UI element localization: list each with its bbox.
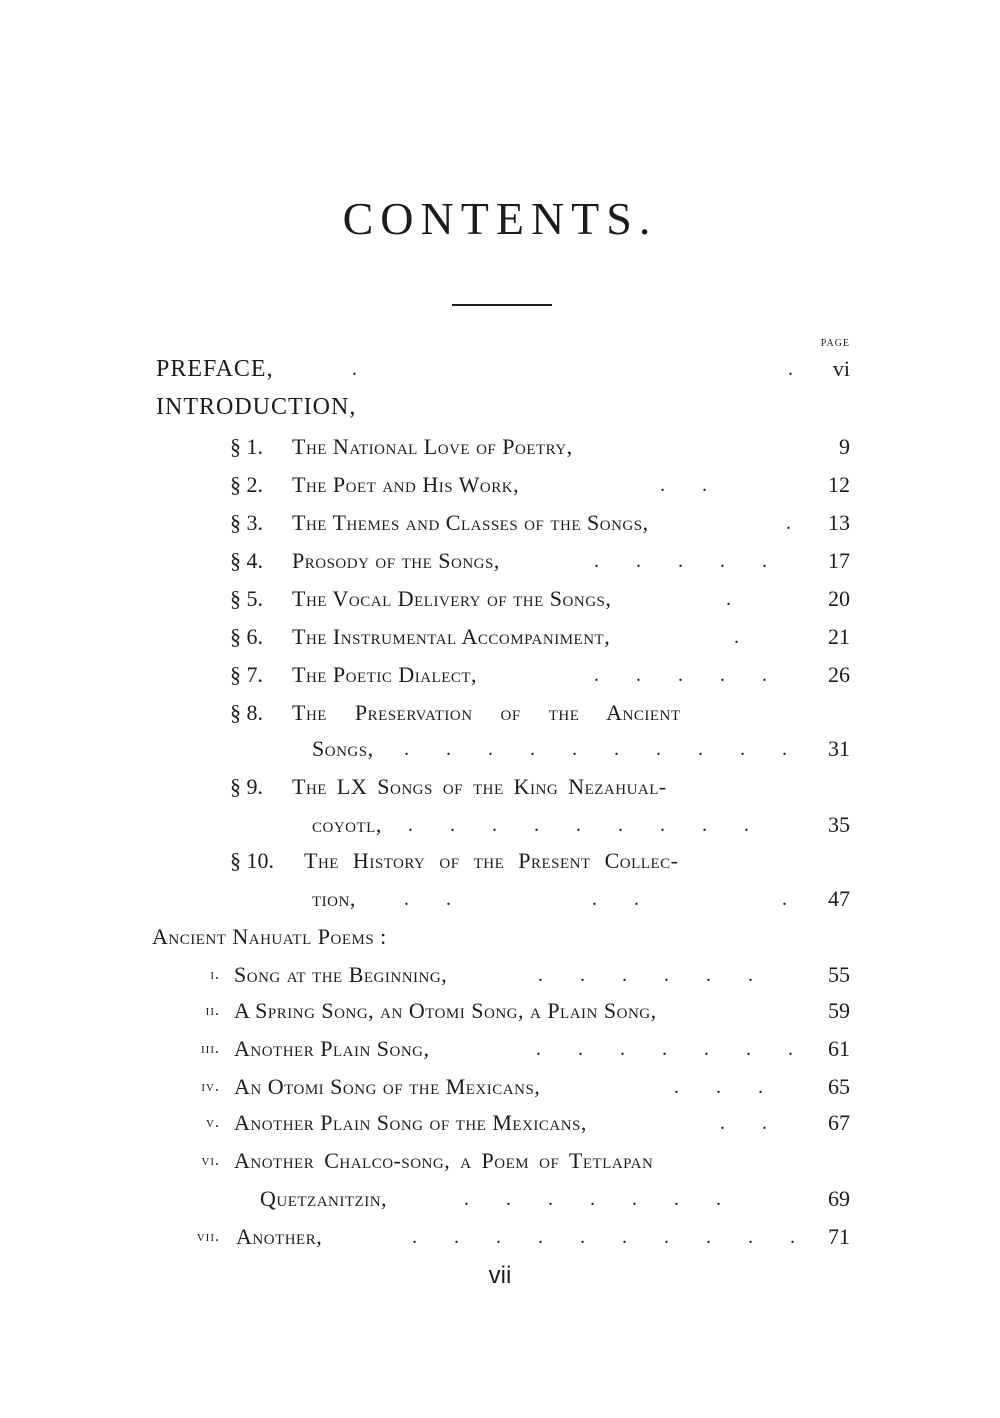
dot-leaders: . . xyxy=(592,888,655,910)
dot-leaders: . xyxy=(788,358,809,380)
dot-leaders: . xyxy=(726,588,747,610)
toc-entry-label: Ancient Nahuatl Poems : xyxy=(152,924,387,949)
toc-poem xyxy=(150,996,810,1026)
section-mark: § 5. xyxy=(230,586,263,611)
toc-section-continuation xyxy=(312,884,812,914)
toc-page-number: 13 xyxy=(828,510,850,535)
poem-numeral: vi. xyxy=(201,1152,220,1169)
toc-section xyxy=(230,584,810,614)
poem-numeral: iii. xyxy=(201,1040,220,1057)
toc-page-number: 67 xyxy=(828,1110,850,1135)
toc-page-number: vi xyxy=(832,356,850,381)
dot-leaders: . . . . . . . . . xyxy=(408,814,765,836)
dot-leaders: . . . . . xyxy=(594,664,783,686)
toc-page-number: 20 xyxy=(828,586,850,611)
toc-poem-continuation xyxy=(260,1184,810,1214)
toc-poem xyxy=(150,1222,810,1252)
toc-poem xyxy=(150,1072,810,1102)
section-mark: § 10. xyxy=(230,848,274,873)
poem-title: An Otomi Song of the Mexicans, xyxy=(234,1074,541,1099)
dot-leaders: . . . . . . . . . . xyxy=(404,738,803,760)
toc-section xyxy=(230,772,810,802)
section-title: The Preservation of the Ancient xyxy=(292,700,681,725)
dot-leaders: . xyxy=(786,512,807,534)
section-mark: § 7. xyxy=(230,662,263,687)
section-mark: § 6. xyxy=(230,624,263,649)
section-mark: § 3. xyxy=(230,510,263,535)
dot-leaders: . . . . . . . . . . xyxy=(412,1226,811,1248)
toc-section-continuation xyxy=(312,810,812,840)
dot-leaders: . . xyxy=(660,474,723,496)
toc-entry-preface xyxy=(156,354,856,384)
dot-leaders: . xyxy=(734,626,755,648)
toc-section xyxy=(230,698,810,728)
poem-numeral: ii. xyxy=(205,1002,220,1019)
section-title: The LX Songs of the King Nezahual- xyxy=(292,774,667,799)
section-mark: § 2. xyxy=(230,472,263,497)
toc-section xyxy=(230,622,810,652)
toc-poem xyxy=(150,1108,810,1138)
toc-page-number: 12 xyxy=(828,472,850,497)
section-title-continued: tion, xyxy=(312,886,356,911)
poem-title: Another, xyxy=(236,1224,323,1249)
toc-entry-introduction xyxy=(156,392,556,422)
dot-leaders: . . xyxy=(720,1112,783,1134)
toc-page-number: 69 xyxy=(828,1186,850,1211)
poem-title-continued: Quetzanitzin, xyxy=(260,1186,388,1211)
toc-page-number: 61 xyxy=(828,1036,850,1061)
toc-section xyxy=(230,508,810,538)
toc-page-number: 71 xyxy=(828,1224,850,1249)
dot-leaders: . . . . . . xyxy=(538,964,769,986)
section-title: The Instrumental Accompaniment, xyxy=(292,624,611,649)
toc-page-number: 9 xyxy=(839,434,850,459)
dot-leaders: . . xyxy=(404,888,467,910)
toc-section xyxy=(230,470,810,500)
toc-section xyxy=(230,846,810,876)
toc-page-number: 26 xyxy=(828,662,850,687)
toc-poem xyxy=(150,1034,810,1064)
poem-title: A Spring Song, an Otomi Song, a Plain Song, xyxy=(234,998,657,1023)
poem-numeral: iv. xyxy=(201,1078,220,1095)
toc-page-number: 47 xyxy=(828,886,850,911)
poem-title: Another Plain Song, xyxy=(234,1036,430,1061)
toc-page-number: 59 xyxy=(828,998,850,1023)
toc-entry-label: INTRODUCTION, xyxy=(156,394,357,420)
toc-section-continuation xyxy=(312,734,812,764)
dot-leaders: . . . . . . . xyxy=(536,1038,809,1060)
section-mark: § 4. xyxy=(230,548,263,573)
section-mark: § 8. xyxy=(230,700,263,725)
section-title: The Themes and Classes of the Songs, xyxy=(292,510,649,535)
toc-section xyxy=(230,546,810,576)
poem-title: Another Plain Song of the Mexicans, xyxy=(234,1110,587,1135)
toc-page-number: 35 xyxy=(828,812,850,837)
page-title: CONTENTS. xyxy=(342,193,658,244)
section-title: The National Love of Poetry, xyxy=(292,434,573,459)
section-title: The Poetic Dialect, xyxy=(292,662,478,687)
toc-poem xyxy=(150,960,810,990)
toc-section xyxy=(230,660,810,690)
section-mark: § 1. xyxy=(230,434,263,459)
toc-page-number: 31 xyxy=(828,736,850,761)
toc-page-number: 21 xyxy=(828,624,850,649)
toc-page-number: 55 xyxy=(828,962,850,987)
toc-entry-label: PREFACE, xyxy=(156,356,274,382)
poem-title: Song at the Beginning, xyxy=(234,962,448,987)
poem-numeral: vii. xyxy=(196,1228,220,1245)
title-rule xyxy=(452,304,552,306)
toc-entry-poems xyxy=(152,922,652,952)
dot-leaders: . . . xyxy=(674,1076,779,1098)
section-title-continued: Songs, xyxy=(312,736,374,761)
dot-leaders: . xyxy=(352,358,373,380)
toc-page-number: 65 xyxy=(828,1074,850,1099)
toc-section xyxy=(230,432,810,462)
toc-poem xyxy=(150,1146,810,1176)
toc-page-number: 17 xyxy=(828,548,850,573)
page-folio: vii xyxy=(488,1262,512,1289)
poem-numeral: v. xyxy=(206,1114,220,1131)
section-title: The Poet and His Work, xyxy=(292,472,520,497)
poem-title: Another Chalco-song, a Poem of Tetlapan xyxy=(234,1148,654,1173)
dot-leaders: . . . . . . . xyxy=(464,1188,737,1210)
section-mark: § 9. xyxy=(230,774,263,799)
dot-leaders: . xyxy=(782,888,803,910)
section-title: The History of the Present Collec- xyxy=(304,848,679,873)
page-column-label: PAGE xyxy=(820,338,850,349)
section-title: The Vocal Delivery of the Songs, xyxy=(292,586,612,611)
section-title-continued: coyotl, xyxy=(312,812,382,837)
poem-numeral: i. xyxy=(210,966,220,983)
section-title: Prosody of the Songs, xyxy=(292,548,500,573)
dot-leaders: . . . . . xyxy=(594,550,783,572)
